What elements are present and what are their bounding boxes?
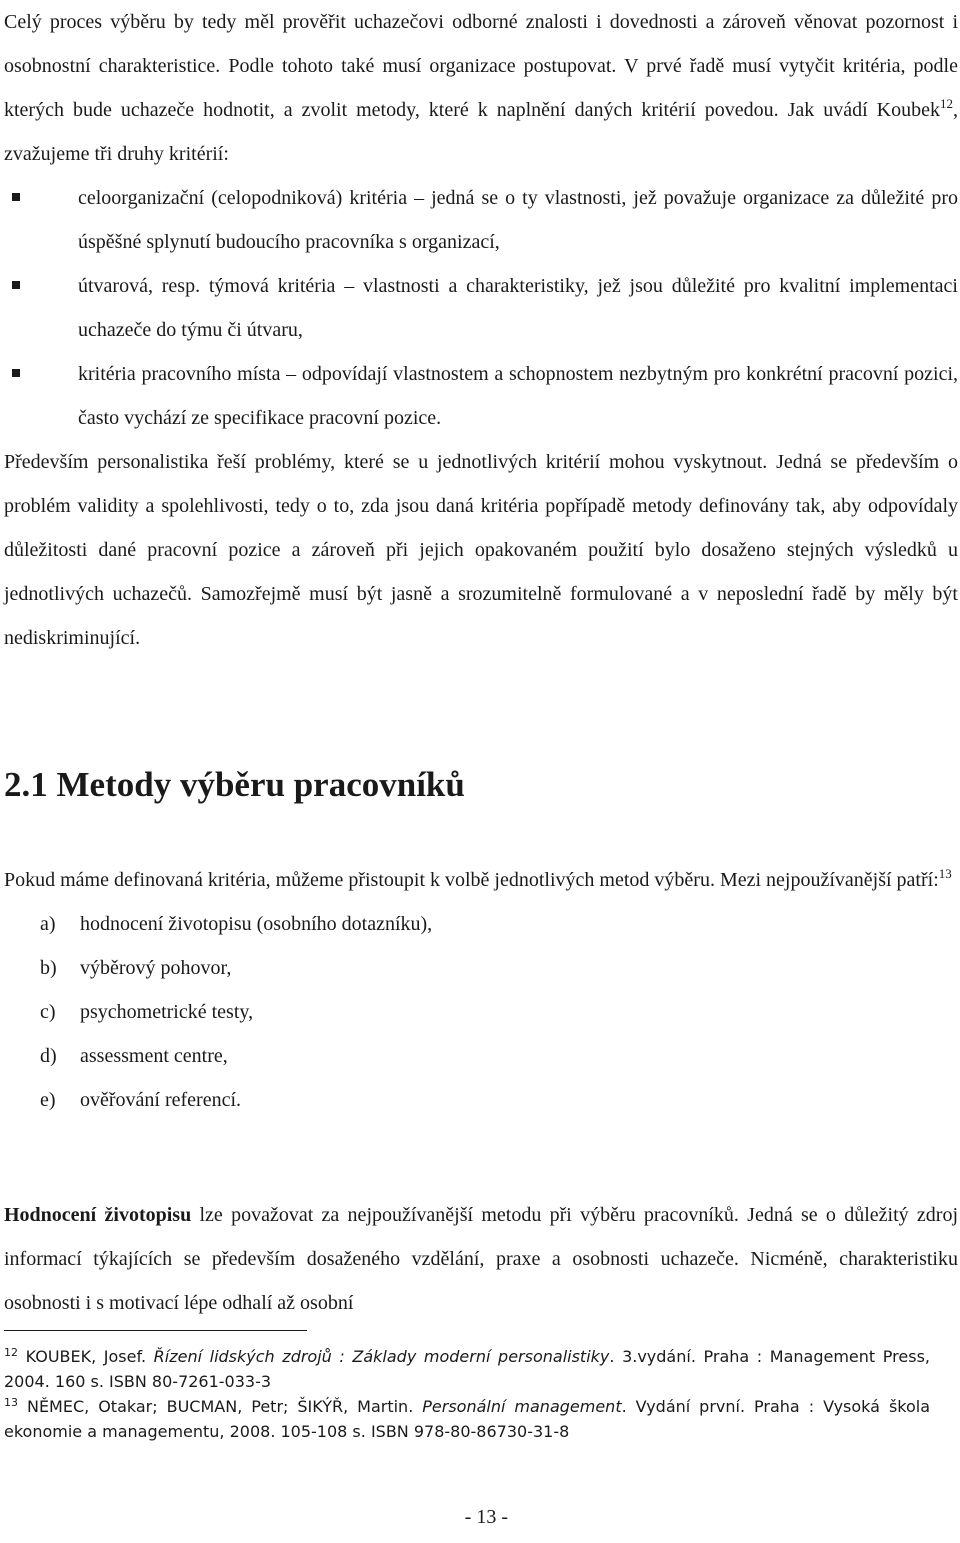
footnote-13: $^{13}$ NĚMEC, Otakar; BUCMAN, Petr; ŠIKÝŘ, Martin. Personální management. Vydání první. Praha : Vysoká škola ekonomie a managementu, 2008. 105-108 s. ISBN 978-80-86730-31-8: [4, 1396, 931, 1441]
cv-term: Hodnocení životopisu: [4, 1204, 192, 1226]
methods-list: [4, 902, 958, 1122]
cv-paragraph: Hodnocení životopisu lze považovat za nejpoužívanější metodu při výběru pracovníků. Jedná se o důležitý zdroj informací týkajících se především dosaženého vzdělání, praxe a osobnosti uchazeče. Nicméně, charakteristiku osobnosti i s motivací lépe odhalí až osobní: [4, 1204, 959, 1314]
bullet-square-icon: [12, 193, 20, 201]
bullet-square-icon: [12, 369, 20, 377]
methods-intro: Pokud máme definovaná kritéria, můžeme přistoupit k volbě jednotlivých metod výběru. Mezi nejpoužívanější patří:$^{13}$: [4, 866, 952, 891]
footnote-ref-12[interactable]: 12: [940, 96, 953, 111]
cv-section: [4, 1193, 958, 1325]
list-item: d) assessment centre,: [40, 1045, 228, 1067]
intro-section: [4, 0, 958, 660]
validity-paragraph: Především personalistika řeší problémy, které se u jednotlivých kritérií mohou vyskytnout. Jedná se především o problém validity a spolehlivosti, tedy o to, zda jsou daná kritéria popřípadě metody definovány tak, aby odpovídaly důležitosti dané pracovní pozice a zároveň při jejich opakovaném použití bylo dosaženo stejných výsledků u jednotlivých uchazečů. Samozřejmě musí být jasně a srozumitelně formulované a v neposlední řadě by měly být nediskriminující.: [4, 451, 958, 649]
list-item: c) psychometrické testy,: [40, 1001, 254, 1023]
list-item: útvarová, resp. týmová kritéria – vlastnosti a charakteristiky, jež jsou důležité pro kvalitní implementaci uchazeče do týmu či útvaru,: [4, 264, 958, 352]
criteria-list: [4, 176, 958, 440]
list-item: b) výběrový pohovor,: [40, 957, 232, 979]
section-heading: 2.1 Metody výběru pracovníků: [4, 765, 465, 804]
footnote-ref-13[interactable]: 13: [938, 866, 952, 881]
bullet-square-icon: [12, 281, 20, 289]
methods-section: [4, 858, 958, 1122]
page-number: - 13 -: [464, 1506, 508, 1528]
footnote-divider: [4, 1330, 307, 1331]
footnotes: [4, 1344, 930, 1444]
list-item: kritéria pracovního místa – odpovídají vlastnostem a schopnostem nezbytným pro konkrétní pracovní pozici, často vychází ze specifikace pracovní pozice.: [4, 352, 958, 440]
footnote-12: $^{12}$ KOUBEK, Josef. Řízení lidských zdrojů : Základy moderní personalistiky. 3.vydání. Praha : Management Press, 2004. 160 s. ISBN 80-7261-033-3: [4, 1346, 930, 1391]
list-item: e) ověřování referencí.: [40, 1089, 242, 1111]
list-item: celoorganizační (celopodniková) kritéria – jedná se o ty vlastnosti, jež považuje organizace za důležité pro úspěšné splynutí budoucího pracovníka s organizací,: [4, 176, 958, 264]
list-item: a) hodnocení životopisu (osobního dotazníku),: [40, 913, 433, 935]
intro-paragraph: Celý proces výběru by tedy měl prověřit uchazečovi odborné znalosti i dovednosti a zároveň věnovat pozornost i osobnostní charakteristice. Podle tohoto také musí organizace postupovat. V prvé řadě musí vytyčit kritéria, podle kterých bude uchazeče hodnotit, a zvolit metody, které k naplnění daných kritérií povedou. Jak uvádí Koubek$^{12}$, zvažujeme tři druhy kritérií:: [4, 11, 958, 165]
